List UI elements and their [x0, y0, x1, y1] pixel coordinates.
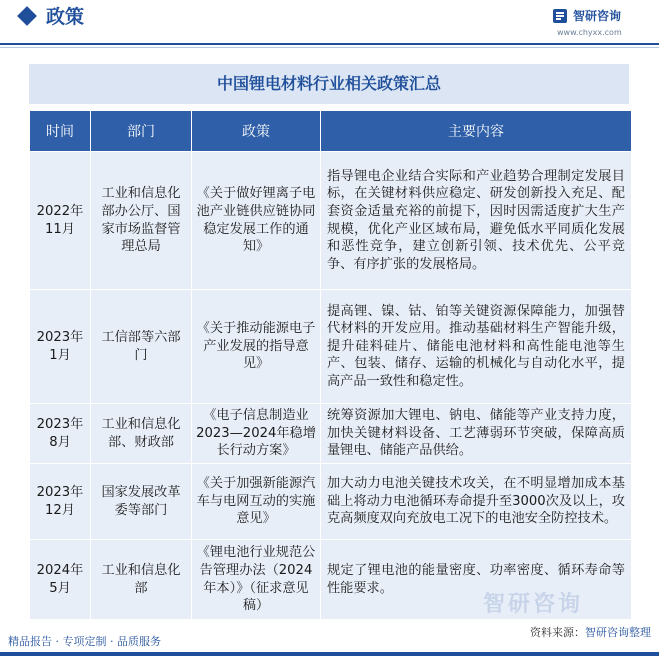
- column-header-time: 时间: [30, 111, 91, 152]
- cell-policy: 《关于做好锂离子电池产业链供应链协同稳定发展工作的通知》: [192, 152, 321, 290]
- page-header: [0, 0, 659, 48]
- table-row: [30, 464, 632, 540]
- cell-dept: 国家发展改革委等部门: [91, 464, 192, 540]
- cell-time: 2023年8月: [30, 404, 91, 464]
- footer-tagline: 精品报告 · 专项定制 · 品质服务: [8, 635, 161, 648]
- brand-logo: [553, 6, 645, 42]
- policy-table: [29, 110, 632, 620]
- table-row: [30, 152, 632, 290]
- cell-time: 2023年12月: [30, 464, 91, 540]
- source-label: 资料来源：: [530, 626, 585, 639]
- table-header-row: [30, 111, 632, 152]
- footer-bar: [0, 652, 659, 656]
- column-header-policy: 政策: [192, 111, 321, 152]
- column-header-content: 主要内容: [321, 111, 632, 152]
- cell-policy: 《电子信息制造业2023—2024年稳增长行动方案》: [192, 404, 321, 464]
- footer-source: [530, 625, 651, 641]
- cell-dept: 工业和信息化部: [91, 540, 192, 620]
- cell-policy: 《关于加强新能源汽车与电网互动的实施意见》: [192, 464, 321, 540]
- cell-policy: 《关于推动能源电子产业发展的指导意见》: [192, 290, 321, 404]
- cell-dept: 工业和信息化部办公厅、国家市场监督管理总局: [91, 152, 192, 290]
- cell-time: 2023年1月: [30, 290, 91, 404]
- cell-time: 2024年5月: [30, 540, 91, 620]
- cell-dept: 工信部等六部门: [91, 290, 192, 404]
- brand-watermark: 智研咨询: [483, 592, 584, 617]
- cell-content: 指导锂电企业结合实际和产业趋势合理制定发展目标，在关键材料供应稳定、研发创新投入充足、配套资金适量充裕的前提下，因时因需适度扩大生产规模，优化产业区域布局，避免低水平同质化发展和恶性竞争，建立创新引领、技术优先、公平竞争、有序扩张的发展格局。: [321, 152, 632, 290]
- cell-content: 统筹资源加大锂电、钠电、储能等产业支持力度，加快关键材料设备、工艺薄弱环节突破，保障高质量锂电、储能产品供给。: [321, 404, 632, 464]
- header-divider: [0, 43, 659, 45]
- cell-content: 规定了锂电池的能量密度、功率密度、循环寿命等性能要求。: [321, 540, 632, 620]
- cell-policy: 《锂电池行业规范公告管理办法（2024年本）》（征求意见稿）: [192, 540, 321, 620]
- brand-mark-icon: [553, 9, 567, 23]
- brand-name: 智研咨询: [573, 9, 622, 23]
- diamond-bullet-icon: [17, 6, 37, 26]
- cell-dept: 工业和信息化部、财政部: [91, 404, 192, 464]
- table-row: [30, 404, 632, 464]
- column-header-dept: 部门: [91, 111, 192, 152]
- cell-time: 2022年11月: [30, 152, 91, 290]
- header-divider-light: [0, 47, 659, 48]
- cell-content: 加大动力电池关键技术攻关，在不明显增加成本基础上将动力电池循环寿命提升至3000次及以上，攻克高频度双向充放电工况下的电池安全防控技术。: [321, 464, 632, 540]
- table-row: [30, 290, 632, 404]
- cell-content: 提高锂、镍、钴、铂等关键资源保障能力，加强替代材料的开发应用。推动基础材料生产智能升级，提升硅料硅片、储能电池材料和高性能电池等生产、包装、储存、运输的机械化与自动化水平，提高产品一致性和稳定性。: [321, 290, 632, 404]
- brand-url: www.chyxx.com: [557, 28, 622, 37]
- table-title: 中国锂电材料行业相关政策汇总: [29, 64, 629, 104]
- section-title: 政策: [46, 6, 85, 28]
- source-value: 智研咨询整理: [585, 626, 651, 639]
